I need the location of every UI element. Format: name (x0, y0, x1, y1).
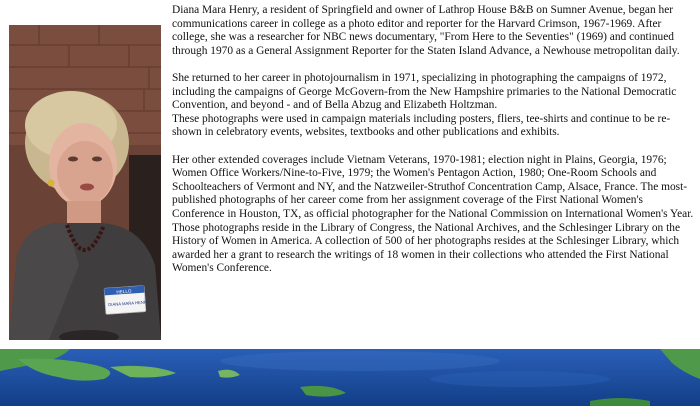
bio-paragraph-photojournalism: She returned to her career in photojournalism in 1971, specializing in photographing the campaigns of 1972, including the campaigns of George McGovern-from the New Hampshire primaries to the National Democratic Convention, and beyond - and of Bella Abzug and Elizabeth Holtzman. (172, 71, 677, 112)
name-tag-heading: HELLO (116, 288, 132, 295)
bio-text (172, 4, 696, 289)
portrait-photo (9, 25, 161, 340)
name-tag-text: DIANA MARA HENRY (108, 299, 150, 308)
bio-paragraph-career-start: Diana Mara Henry, a resident of Springfield and owner of Lathrop House B&B on Sumner Avenue, began her communications career in college as a photo editor and reporter for the Harvard Crimson, 1967-1969. After college, she was a researcher for NBC news documentary, "From Here to the Seventies" (1969) and continued through 1970 as a General Assignment Reporter for the Staten Island Advance, a Newhouse metropolitan daily. (172, 4, 680, 57)
bio-paragraph-campaign-materials: These photographs were used in campaign materials including posters, fliers, tee-shirts and continue to be re-shown in celebratory events, websites, textbooks and other publications and exhibits. (172, 112, 671, 139)
bio-paragraph-coverages: Her other extended coverages include Vietnam Veterans, 1970-1981; election night in Plains, Georgia, 1976; Women Office Workers/Nine-to-Five, 1979; the Women's Pentagon Action, 1980; One-Room Schools and Schoolteachers of Vermont and NY, and the Natzweiler-Struthof Concentration Camp, Alsace, France. The most-published photographs of her career come from her assignment coverage of the First National Women's Conference in Houston, TX, as official photographer for the National Commission on International Women's Year. Those photographs reside in the Library of Congress, the National Archives, and the Schlesinger Library on the History of Women in America. A collection of 500 of her photographs resides at the Schlesinger Library, which awarded her a grant to research the writings of 18 women in their collections who attended the First National Women's Conference. (172, 153, 694, 275)
map-banner-image (0, 349, 700, 406)
